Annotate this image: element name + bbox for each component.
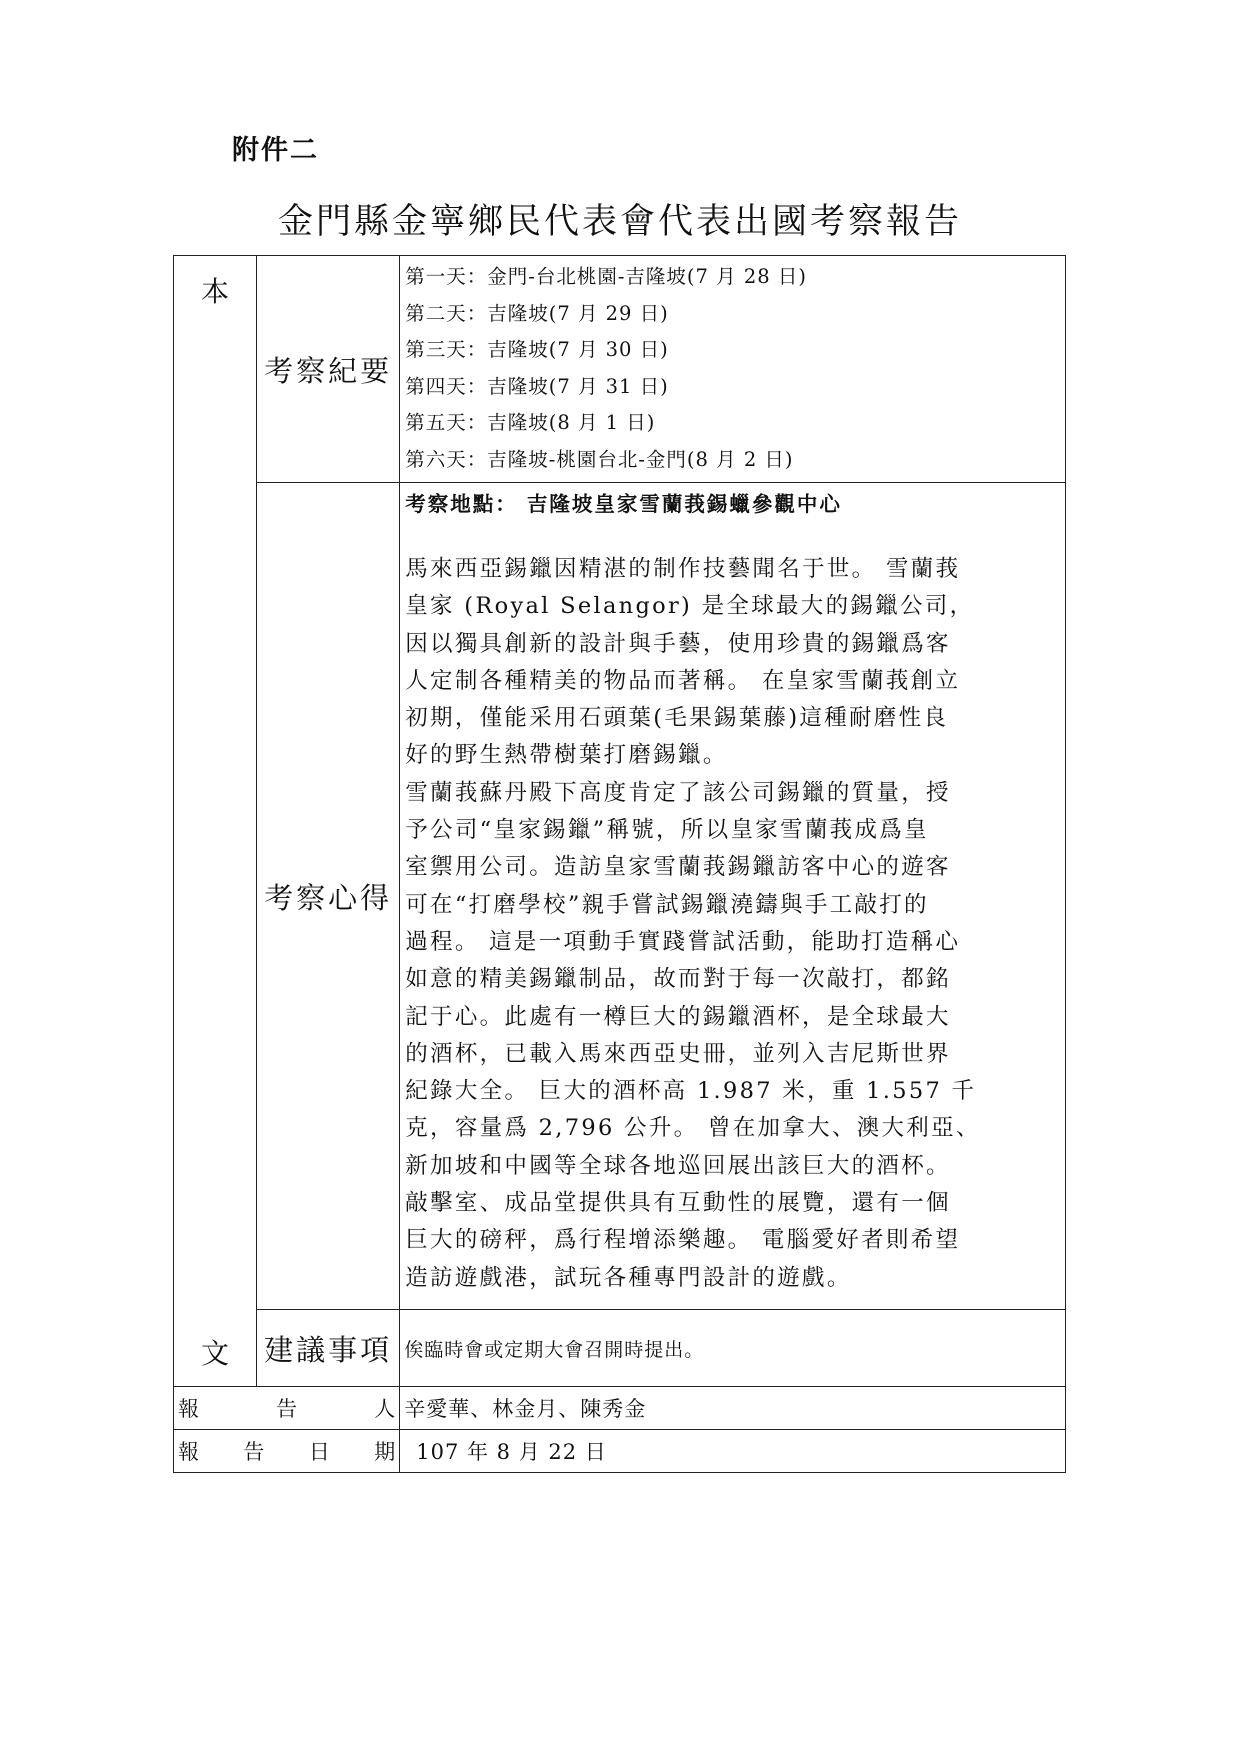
itinerary-content: [400, 256, 1066, 483]
insight-row: [174, 483, 1066, 1310]
insight-line: 巨大的磅秤，爲行程增添樂趣。 電腦愛好者則希望: [405, 1227, 961, 1254]
insight-line: 人定制各種精美的物品而著稱。 在皇家雪蘭莪創立: [405, 667, 961, 694]
report-date-row: [174, 1430, 1066, 1473]
insight-line: 馬來西亞錫鑞因精湛的制作技藝聞名于世。 雪蘭莪: [405, 556, 961, 582]
reporter-names: 辛愛華、林金月、陳秀金: [400, 1387, 1066, 1430]
date-label-char: 報: [178, 1440, 199, 1464]
insight-label: 考察心得: [257, 483, 400, 1310]
itinerary-day: 第六天：吉隆坡-桃園台北-金門(8 月 2 日): [405, 447, 794, 471]
itinerary-day: 第四天：吉隆坡(7 月 31 日): [405, 374, 669, 398]
itinerary-day: 第二天：吉隆坡(7 月 29 日): [405, 301, 669, 325]
reporter-row: [174, 1387, 1066, 1430]
insight-line: 克，容量爲 2,796 公升。 曾在加拿大、澳大利亞、: [405, 1115, 981, 1142]
reporter-label: [174, 1387, 400, 1430]
insight-line: 過程。 這是一項動手實踐嘗試活動，能助打造稱心: [405, 928, 961, 955]
report-date-value: 107 年 8 月 22 日: [400, 1430, 1066, 1473]
insight-line: 室禦用公司。造訪皇家雪蘭莪錫鑞訪客中心的遊客: [405, 854, 951, 881]
reporter-label-char: 人: [374, 1397, 396, 1421]
insight-line: 初期，僅能采用石頭葉(毛果錫葉藤)這種耐磨性良: [405, 705, 949, 732]
suggestion-row: [174, 1310, 1066, 1387]
itinerary-row: [174, 256, 1066, 483]
date-label-char: 告: [243, 1440, 265, 1464]
reporter-label-char: 報: [178, 1397, 199, 1421]
insight-content: [400, 483, 1066, 1310]
suggestion-label: 建議事項: [257, 1310, 400, 1387]
attachment-label: 附件二: [232, 135, 319, 166]
itinerary-day: 第一天：金門-台北桃園-吉隆坡(7 月 28 日): [405, 265, 807, 288]
body-side-label-top: 本: [201, 275, 230, 308]
insight-line: 可在“打磨學校”親手嘗試錫鑞澆鑄與手工敲打的: [405, 891, 929, 918]
insight-line: 記于心。此處有一樽巨大的錫鑞酒杯，是全球最大: [405, 1003, 951, 1030]
insight-line: 予公司“皇家錫鑞”稱號，所以皇家雪蘭莪成爲皇: [405, 817, 929, 844]
reporter-label-char: 告: [276, 1397, 298, 1421]
suggestion-text: 俟臨時會或定期大會召開時提出。: [400, 1310, 1066, 1387]
insight-line: 造訪遊戲港，試玩各種專門設計的遊戲。: [405, 1264, 852, 1291]
insight-line: 敲擊室、成品堂提供具有互動性的展覽，還有一個: [405, 1190, 951, 1217]
report-table: [173, 255, 1066, 1473]
insight-line: 好的野生熱帶樹葉打磨錫鑞。: [405, 742, 728, 769]
report-title: 金門縣金寧鄉民代表會代表出國考察報告: [277, 202, 962, 242]
insight-line: 因以獨具創新的設計與手藝，使用珍貴的錫鑞爲客: [405, 630, 951, 657]
itinerary-label: 考察紀要: [257, 256, 400, 483]
insight-line: 紀錄大全。 巨大的酒杯高 1.987 米，重 1.557 千: [405, 1078, 977, 1105]
insight-line: 皇家 (Royal Selangor) 是全球最大的錫鑞公司，: [405, 593, 975, 620]
visit-location: 考察地點： 吉隆坡皇家雪蘭莪錫蠟參觀中心: [405, 492, 842, 516]
itinerary-day: 第五天：吉隆坡(8 月 1 日): [405, 411, 656, 434]
date-label-char: 日: [308, 1440, 330, 1464]
insight-line: 如意的精美錫鑞制品，故而對于每一次敲打，都銘: [405, 966, 951, 993]
itinerary-day: 第三天：吉隆坡(7 月 30 日): [405, 338, 669, 361]
body-side-label-bottom: 文: [201, 1337, 230, 1370]
date-label-char: 期: [374, 1440, 396, 1464]
insight-line: 雪蘭莪蘇丹殿下高度肯定了該公司錫鑞的質量，授: [405, 779, 951, 806]
insight-line: 的酒杯，已載入馬來西亞史冊，並列入吉尼斯世界: [405, 1040, 951, 1067]
report-date-label: [174, 1430, 400, 1473]
insight-line: 新加坡和中國等全球各地巡回展出該巨大的酒杯。: [405, 1152, 951, 1179]
body-side-cell: [174, 256, 257, 1387]
